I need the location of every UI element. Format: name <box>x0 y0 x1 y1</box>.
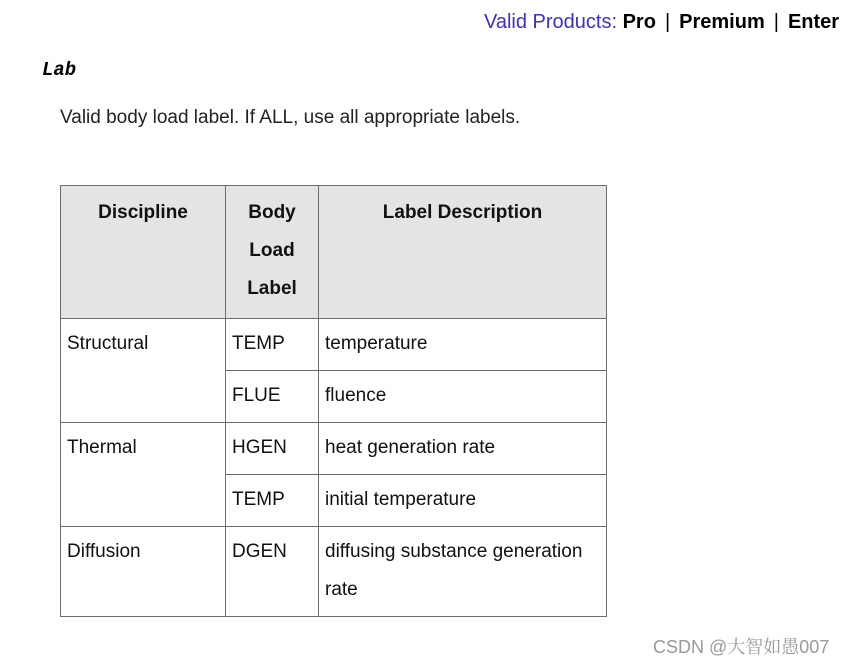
description-cell: initial temperature <box>319 475 607 527</box>
header-body-load-label <box>226 186 319 319</box>
discipline-cell: Diffusion <box>61 527 226 617</box>
product-pro[interactable]: Pro <box>622 11 656 33</box>
product-enterprise[interactable]: Enter <box>787 11 840 33</box>
label-cell: FLUE <box>226 371 319 423</box>
description-cell: fluence <box>319 371 607 423</box>
label-cell: HGEN <box>226 423 319 475</box>
watermark: CSDN @大智如愚007 <box>653 637 830 657</box>
description-cell: diffusing substance generation rate <box>319 527 607 617</box>
discipline-cell: Thermal <box>61 423 226 527</box>
label-cell: TEMP <box>226 475 319 527</box>
discipline-cell: Structural <box>61 319 226 423</box>
header-label-line: Label <box>247 278 297 299</box>
valid-products-label: Valid Products: <box>484 11 618 33</box>
header-discipline: Discipline <box>61 186 226 319</box>
label-cell: TEMP <box>226 319 319 371</box>
description-cell: heat generation rate <box>319 423 607 475</box>
header-label-line: Body <box>248 202 296 223</box>
product-separator: | <box>664 11 671 33</box>
table-row <box>61 319 607 371</box>
product-separator: | <box>773 11 779 33</box>
label-cell: DGEN <box>226 527 319 617</box>
argument-name: Lab <box>42 59 77 81</box>
header-label-line: Load <box>249 240 295 261</box>
product-premium[interactable]: Premium <box>679 11 765 33</box>
description-cell: temperature <box>319 319 607 371</box>
argument-description: Valid body load label. If ALL, use all appropriate labels. <box>60 107 521 128</box>
table-row <box>61 423 607 475</box>
header-label-description: Label Description <box>319 186 607 319</box>
valid-products <box>484 9 839 35</box>
table-row <box>61 527 607 617</box>
table-header-row <box>61 186 607 319</box>
body-load-label-table <box>60 185 607 617</box>
